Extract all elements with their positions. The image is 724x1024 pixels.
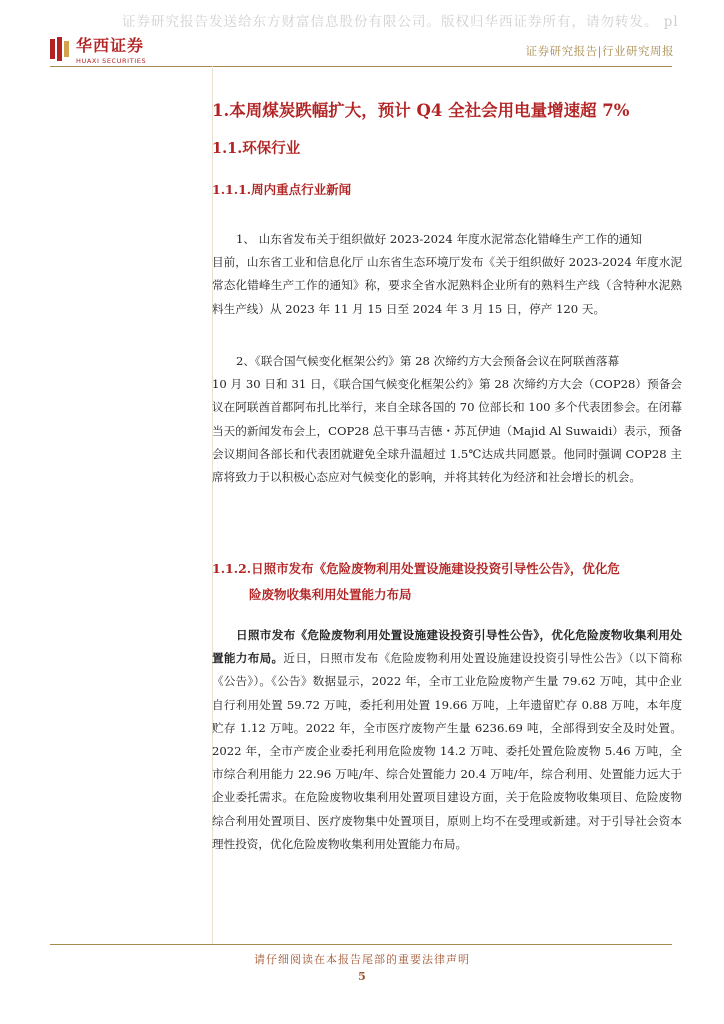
page-number: 5 [358, 970, 366, 983]
section-heading-1-1-2-line1: 1.1.2.日照市发布《危险废物利用处置设施建设投资引导性公告》，优化危 [212, 561, 620, 576]
watermark: 证券研究报告发送给东方财富信息股份有限公司。版权归华西证券所有，请勿转发。 pl [122, 14, 679, 30]
news-item-3 [212, 624, 682, 856]
section-heading-1-1: 1.1.环保行业 [212, 140, 301, 157]
news-item-1 [212, 228, 682, 321]
section-heading-1: 1.本周煤炭跌幅扩大，预计 Q4 全社会用电量增速超 7% [212, 101, 630, 120]
header-divider [50, 66, 672, 67]
logo-name-en: HUAXI SECURITIES [76, 57, 147, 65]
section-heading-1-1-2 [212, 556, 692, 608]
news-item-1-body: 目前，山东省工业和信息化厅 山东省生态环境厅发布《关于组织做好 2023-2024 年度水泥常态化错峰生产工作的通知》称，要求全省水泥熟料企业所有的熟料生产线（含特种水泥熟料生产线）从 2023 年 11 月 15 日至 2024 年 3 月 15 日，停产 120 天。 [212, 255, 682, 316]
footer-divider [50, 944, 672, 945]
news-item-3-summary: 日照市发布《危险废物利用处置设施建设投资引导性公告》，优化危险废物收集利用处置能力布局。 [212, 628, 682, 666]
logo-name-cn: 华西证券 [76, 36, 145, 55]
huaxi-logo-icon [50, 37, 70, 61]
section-heading-1-1-1: 1.1.1.周内重点行业新闻 [212, 182, 352, 197]
news-item-3-body: 近日，日照市发布《危险废物利用处置设施建设投资引导性公告》（以下简称《公告》）。《公告》数据显示，2022 年，全市工业危险废物产生量 79.62 万吨，其中企业自行利用处置 59.72 万吨，委托利用处置 19.66 万吨，上年遗留贮存 0.88 万吨，本年度贮存 1.12 万吨。2022 年，全市医疗废物产生量 6236.69 吨，全部得到安全及时处置。2022 年，全市产废企业委托利用危险废物 14.2 万吨、委托处置危险废物 5.46 万吨，全市综合利用能力 22.96 万吨/年、综合处置能力 20.4 万吨/年，综合利用、处置能力远大于企业委托需求。在危险废物收集利用处置项目建设方面，关于危险废物收集项目、危险废物综合利用处置项目、医疗废物集中处置项目，原则上均不在受理或新建。对于引导社会资本理性投资，优化危险废物收集利用处置能力布局。 [212, 651, 682, 851]
news-item-2-body: 10 月 30 日和 31 日，《联合国气候变化框架公约》第 28 次缔约方大会（COP28）预备会议在阿联酋首都阿布扎比举行，来自全球各国的 70 位部长和 100 多个代表团参会。在闭幕当天的新闻发布会上，COP28 总干事马吉德・苏瓦伊迪（Majid Al Suwaidi）表示，预备会议期间各部长和代表团就避免全球升温超过 1.5℃达成共同愿景。他同时强调 COP28 主席将致力于以积极心态应对气候变化的影响，并将其转化为经济和社会增长的机会。 [212, 377, 682, 485]
news-item-2-title: 2、《联合国气候变化框架公约》第 28 次缔约方大会预备会议在阿联酋落幕 [236, 354, 620, 368]
report-type: 证券研究报告|行业研究周报 [525, 44, 674, 58]
news-item-2 [212, 350, 682, 489]
company-logo [50, 33, 146, 65]
section-heading-1-1-2-line2: 险废物收集利用处置能力布局 [249, 587, 412, 602]
news-item-1-title: 1、 山东省发布关于组织做好 2023-2024 年度水泥常态化错峰生产工作的通知 [236, 232, 642, 246]
legal-disclaimer: 请仔细阅读在本报告尾部的重要法律声明 [254, 953, 470, 966]
